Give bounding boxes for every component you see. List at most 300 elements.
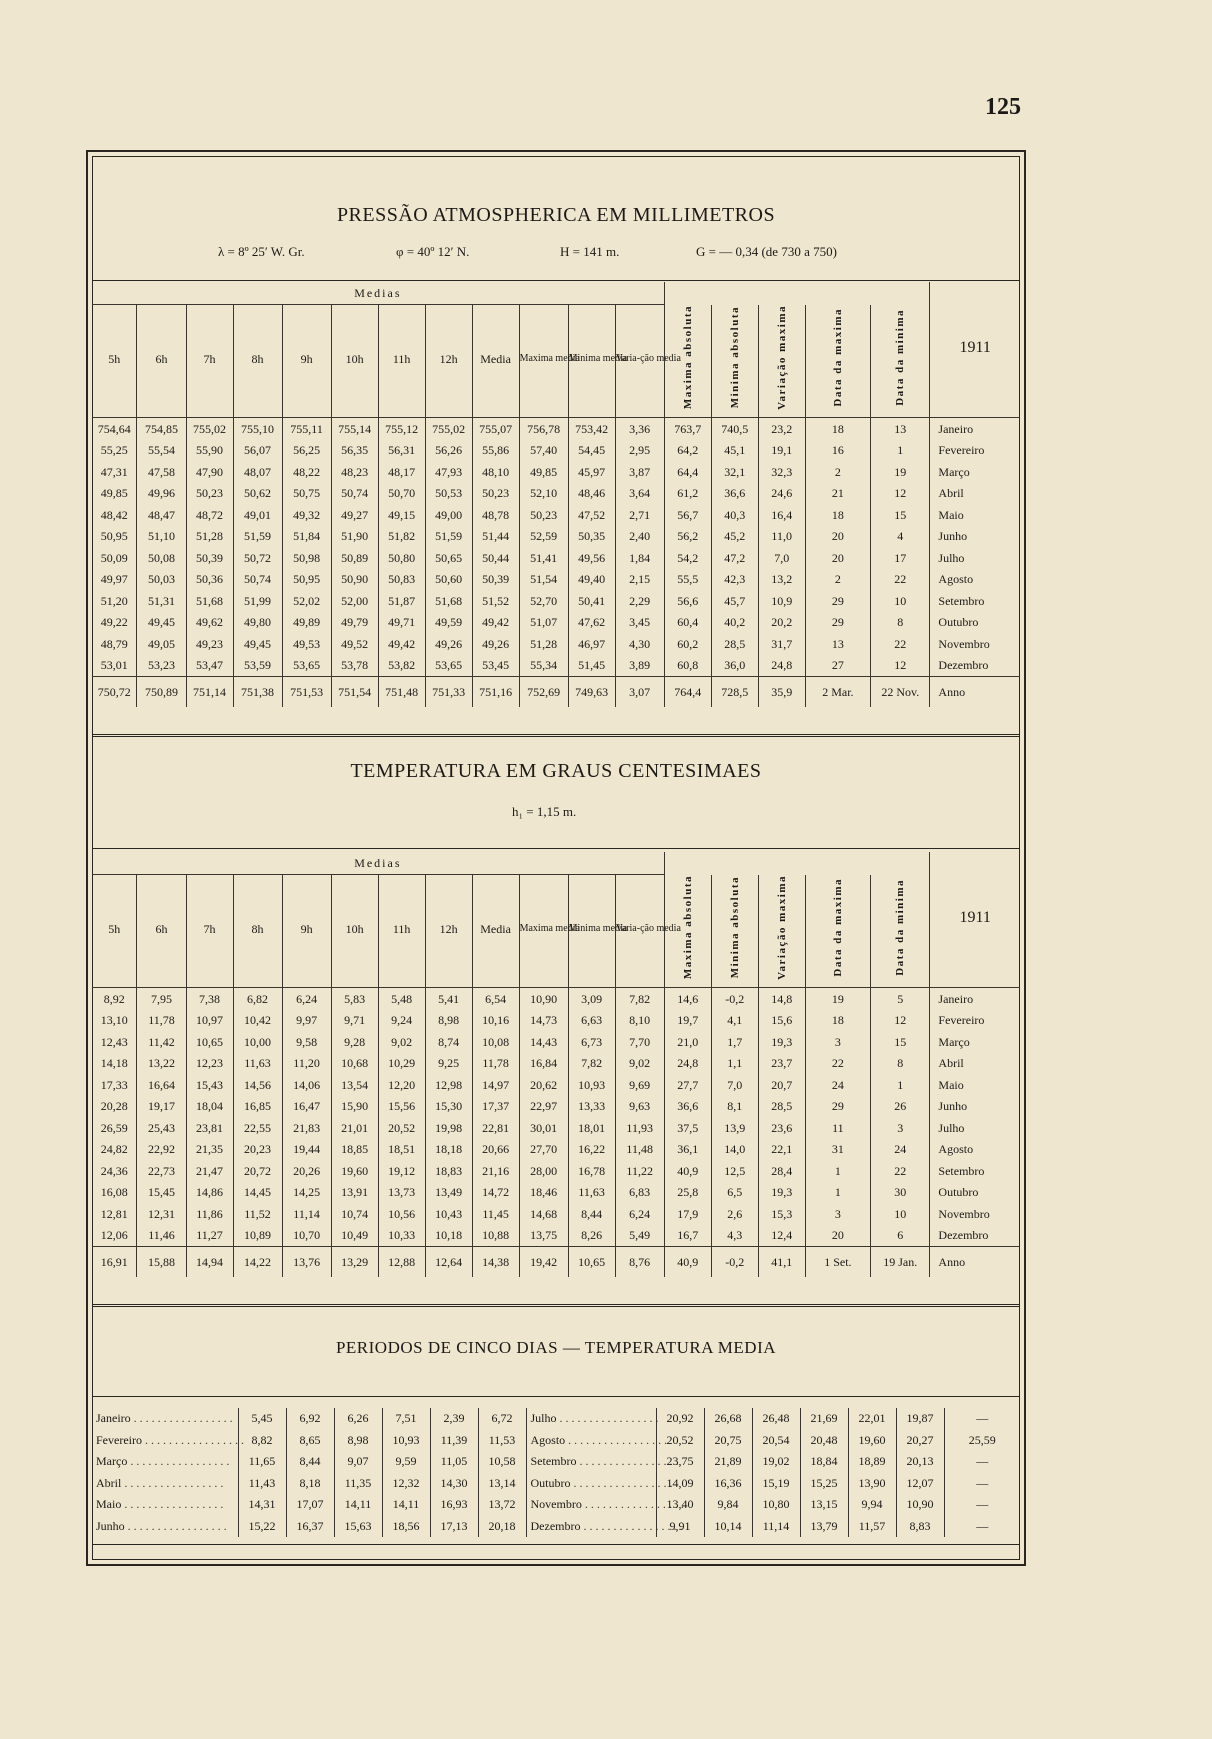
pressure-col-header: 11h [378,305,425,414]
pressure-value-cell: 50,09 [100,550,128,565]
temperature-value-cell: 24,82 [100,1142,128,1157]
temperature-col-header: Variação maxima [758,875,805,984]
pressure-value-cell: 49,15 [378,504,425,526]
pressure-value-cell: 50,08 [137,547,186,569]
pressure-header-blank [664,282,930,305]
pressure-value-cell: 49,56 [568,547,615,569]
temperature-value-cell: 10,16 [472,1010,519,1032]
pressure-annual-cell: 3,07 [615,677,664,708]
temperature-col-header: Media [472,875,519,984]
temperature-value-cell: 11,45 [472,1203,519,1225]
pressure-value-cell: 57,40 [519,440,568,462]
pressure-value-cell: 50,90 [331,569,378,591]
pressure-month-cell: Janeiro [930,418,1020,440]
temperature-value-cell: 26 [871,1096,930,1118]
pressure-value-cell: 49,45 [137,612,186,634]
pressure-annual-cell: 35,9 [758,677,805,708]
temperature-value-cell: 9,02 [615,1053,664,1075]
temperature-value-cell: 19,12 [378,1160,425,1182]
pressure-month-cell: Abril [930,483,1020,505]
temperature-value-cell: 16,47 [282,1096,331,1118]
periods-value-cell: 18,84 [800,1451,848,1473]
temperature-value-cell: 4,3 [711,1225,758,1247]
temperature-value-cell: 21,01 [331,1117,378,1139]
pressure-table-row [92,526,1020,548]
pressure-month-cell: Julho [930,547,1020,569]
pressure-value-cell: 50,89 [331,547,378,569]
temperature-annual-cell: 19,42 [519,1247,568,1278]
pressure-value-cell: 56,07 [233,440,282,462]
pressure-value-cell: 13 [871,418,930,440]
pressure-value-cell: 56,35 [331,440,378,462]
temperature-annual-cell: 12,64 [425,1247,472,1278]
pressure-value-cell: 29 [805,612,870,634]
temperature-value-cell: 11,63 [233,1053,282,1075]
temperature-value-cell: 1 [805,1182,870,1204]
periods-value-cell: 13,15 [800,1494,848,1516]
periods-month-label: Outubro [530,1475,571,1490]
pressure-value-cell: 3,64 [615,483,664,505]
pressure-value-cell: 755,12 [378,418,425,440]
pressure-value-cell: 49,85 [519,461,568,483]
temperature-value-cell: 4,1 [711,1010,758,1032]
pressure-param-longitude: λ = 8º 25′ W. Gr. [218,244,305,259]
pressure-value-cell: 13 [805,633,870,655]
pressure-month-cell: Novembro [930,633,1020,655]
temperature-value-cell: 22,55 [233,1117,282,1139]
temperature-value-cell: 11,42 [137,1031,186,1053]
pressure-value-cell: 45,2 [711,526,758,548]
periods-value-cell: 14,11 [334,1494,382,1516]
temperature-value-cell: 24,8 [664,1053,711,1075]
pressure-value-cell: 24,8 [758,655,805,677]
pressure-value-cell: 51,68 [186,590,233,612]
temperature-value-cell: 10,18 [425,1225,472,1247]
temperature-col-header: Varia-ção media [615,875,664,984]
pressure-value-cell: 740,5 [711,418,758,440]
pressure-value-cell: 48,79 [100,636,128,651]
periods-value-cell: 14,30 [430,1473,478,1495]
temperature-value-cell: 15,3 [758,1203,805,1225]
pressure-annual-cell: 728,5 [711,677,758,708]
periods-month-label: Setembro [530,1454,577,1469]
pressure-value-cell: 50,41 [568,590,615,612]
temperature-value-cell: 8,26 [568,1225,615,1247]
pressure-value-cell: 50,60 [425,569,472,591]
temperature-value-cell: 14,06 [282,1074,331,1096]
periods-value-cell: 8,98 [334,1430,382,1452]
temperature-value-cell: 17,37 [472,1096,519,1118]
pressure-value-cell: 48,23 [331,461,378,483]
pressure-value-cell: 53,65 [282,655,331,677]
pressure-value-cell: 756,78 [519,418,568,440]
pressure-value-cell: 54,45 [568,440,615,462]
temperature-table-row [92,988,1020,1010]
temperature-value-cell: 24,36 [100,1163,128,1178]
periods-month-label: Janeiro [96,1411,131,1426]
pressure-value-cell: 49,42 [472,612,519,634]
pressure-value-cell: 53,65 [425,655,472,677]
temperature-value-cell: 19,3 [758,1182,805,1204]
periods-value-cell: 25,59 [944,1430,1020,1452]
temperature-param-height: h₁ = 1,15 m. [512,804,577,819]
temperature-col-header: 8h [233,875,282,984]
periods-value-cell: 11,14 [752,1516,800,1538]
temperature-annual-cell: 41,1 [758,1247,805,1278]
temperature-value-cell: 9,69 [615,1074,664,1096]
page-number: 125 [985,94,1021,120]
pressure-value-cell: 64,2 [664,440,711,462]
periods-table-row [92,1473,1020,1495]
pressure-value-cell: 50,95 [100,529,128,544]
temperature-value-cell: 11,63 [568,1182,615,1204]
temperature-col-header: 9h [282,875,331,984]
temperature-value-cell: 22,81 [472,1117,519,1139]
temperature-table [92,852,1020,1277]
temperature-value-cell: 16,85 [233,1096,282,1118]
pressure-value-cell: 42,3 [711,569,758,591]
periods-value-cell: 8,18 [286,1473,334,1495]
pressure-value-cell: 53,45 [472,655,519,677]
temperature-value-cell: 13,33 [568,1096,615,1118]
periods-value-cell: 20,92 [656,1408,704,1430]
temperature-value-cell: 27,70 [519,1139,568,1161]
pressure-table-row [92,547,1020,569]
pressure-value-cell: 763,7 [664,418,711,440]
temperature-value-cell: 15 [871,1031,930,1053]
pressure-value-cell: 10 [871,590,930,612]
temperature-value-cell: 17,33 [100,1077,128,1092]
pressure-value-cell: 2,71 [615,504,664,526]
periods-value-cell: 9,59 [382,1451,430,1473]
pressure-value-cell: 49,96 [137,483,186,505]
pressure-value-cell: 15 [871,504,930,526]
temperature-value-cell: 10,29 [378,1053,425,1075]
temperature-value-cell: 5 [871,988,930,1010]
pressure-value-cell: 29 [805,590,870,612]
pressure-value-cell: 18 [805,504,870,526]
pressure-value-cell: 47,93 [425,461,472,483]
temperature-value-cell: 14,0 [711,1139,758,1161]
pressure-value-cell: 755,11 [282,418,331,440]
temperature-value-cell: 10,43 [425,1203,472,1225]
temperature-value-cell: 21,35 [186,1139,233,1161]
temperature-value-cell: 10,74 [331,1203,378,1225]
pressure-value-cell: 12 [871,655,930,677]
periods-month-label: Março [96,1454,128,1469]
pressure-value-cell: 55,90 [186,440,233,462]
pressure-value-cell: 48,22 [282,461,331,483]
temperature-month-cell: Fevereiro [930,1010,1020,1032]
temperature-col-header: 5h [108,921,121,936]
pressure-value-cell: 49,62 [186,612,233,634]
periods-value-cell: 12,07 [896,1473,944,1495]
pressure-value-cell: 48,07 [233,461,282,483]
periods-value-cell: 10,90 [896,1494,944,1516]
temperature-value-cell: 5,41 [425,988,472,1010]
pressure-value-cell: 50,62 [233,483,282,505]
temperature-value-cell: 10,42 [233,1010,282,1032]
pressure-value-cell: 50,44 [472,547,519,569]
temperature-value-cell: 28,5 [758,1096,805,1118]
periods-value-cell: 15,19 [752,1473,800,1495]
periods-value-cell: 20,13 [896,1451,944,1473]
temperature-value-cell: 17,9 [664,1203,711,1225]
pressure-col-header: Maxima absoluta [664,305,711,414]
pressure-value-cell: 49,27 [331,504,378,526]
temperature-annual-cell: 1 Set. [805,1247,870,1278]
pressure-value-cell: 49,59 [425,612,472,634]
periods-value-cell: 9,84 [704,1494,752,1516]
temperature-value-cell: 14,97 [472,1074,519,1096]
pressure-medias-label: Medias [92,282,664,305]
temperature-value-cell: 14,86 [186,1182,233,1204]
temperature-value-cell: 13,49 [425,1182,472,1204]
periods-value-cell: — [944,1494,1020,1516]
periods-value-cell: 20,18 [478,1516,526,1538]
pressure-value-cell: 17 [871,547,930,569]
temperature-value-cell: 20 [805,1225,870,1247]
pressure-value-cell: 53,47 [186,655,233,677]
temperature-table-row [92,1203,1020,1225]
temperature-value-cell: 11,48 [615,1139,664,1161]
periods-value-cell: 21,89 [704,1451,752,1473]
periods-value-cell: 13,72 [478,1494,526,1516]
temperature-table-row [92,1139,1020,1161]
periods-value-cell: 23,75 [656,1451,704,1473]
temperature-value-cell: 18,04 [186,1096,233,1118]
temperature-month-cell: Novembro [930,1203,1020,1225]
temperature-value-cell: 10,93 [568,1074,615,1096]
pressure-value-cell: 60,2 [664,633,711,655]
temperature-col-header: Maxima media [519,875,568,984]
temperature-value-cell: 19,17 [137,1096,186,1118]
periods-value-cell: 11,65 [238,1451,286,1473]
temperature-table-row [92,1010,1020,1032]
pressure-value-cell: 47,58 [137,461,186,483]
pressure-value-cell: 2 [805,461,870,483]
pressure-value-cell: 56,7 [664,504,711,526]
pressure-value-cell: 49,89 [282,612,331,634]
temperature-value-cell: 13,10 [100,1013,128,1028]
pressure-value-cell: 51,07 [519,612,568,634]
temperature-header-blank [664,852,930,875]
periods-value-cell: 20,75 [704,1430,752,1452]
pressure-value-cell: 56,25 [282,440,331,462]
temperature-value-cell: 10,97 [186,1010,233,1032]
pressure-value-cell: 31,7 [758,633,805,655]
pressure-value-cell: 19 [871,461,930,483]
pressure-col-header: Varia-ção media [615,305,664,414]
temperature-value-cell: 1 [805,1160,870,1182]
pressure-value-cell: 22 [871,633,930,655]
pressure-value-cell: 36,6 [711,483,758,505]
pressure-value-cell: 49,52 [331,633,378,655]
periods-value-cell: — [944,1473,1020,1495]
periods-value-cell: 9,07 [334,1451,382,1473]
pressure-value-cell: 754,85 [137,418,186,440]
pressure-annual-cell: 749,63 [568,677,615,708]
temperature-value-cell: 1,1 [711,1053,758,1075]
pressure-table-row [92,633,1020,655]
pressure-value-cell: 49,01 [233,504,282,526]
pressure-value-cell: 48,47 [137,504,186,526]
periods-value-cell: 14,31 [238,1494,286,1516]
pressure-annual-row [92,677,1020,708]
temperature-value-cell: 10 [871,1203,930,1225]
pressure-value-cell: 49,71 [378,612,425,634]
temperature-table-row [92,1117,1020,1139]
periods-value-cell: 10,93 [382,1430,430,1452]
pressure-value-cell: 21 [805,483,870,505]
temperature-value-cell: 28,00 [519,1160,568,1182]
pressure-value-cell: 50,95 [282,569,331,591]
periods-value-cell: 10,14 [704,1516,752,1538]
periods-value-cell: 8,44 [286,1451,334,1473]
temperature-value-cell: 6,82 [233,988,282,1010]
pressure-annual-cell: 22 Nov. [871,677,930,708]
periods-value-cell: 13,14 [478,1473,526,1495]
temperature-month-cell: Setembro [930,1160,1020,1182]
pressure-value-cell: 13,2 [758,569,805,591]
pressure-value-cell: 45,7 [711,590,758,612]
temperature-value-cell: 18,01 [568,1117,615,1139]
temperature-table-row [92,1182,1020,1204]
temperature-table-row [92,1031,1020,1053]
periods-title: PERIODOS DE CINCO DIAS — TEMPERATURA MEDIA [335,1338,777,1357]
pressure-value-cell: 55,54 [137,440,186,462]
periods-value-cell: 22,01 [848,1408,896,1430]
periods-value-cell: 13,79 [800,1516,848,1538]
pressure-value-cell: 2,15 [615,569,664,591]
temperature-col-header: Minima absoluta [711,875,758,984]
temperature-value-cell: 10,56 [378,1203,425,1225]
temperature-value-cell: 9,28 [331,1031,378,1053]
pressure-table-row [92,461,1020,483]
pressure-value-cell: 52,00 [331,590,378,612]
pressure-month-cell: Dezembro [930,655,1020,677]
pressure-value-cell: 20 [805,547,870,569]
pressure-value-cell: 24,6 [758,483,805,505]
temperature-value-cell: 10,70 [282,1225,331,1247]
temperature-value-cell: 7,95 [137,988,186,1010]
pressure-month-cell: Setembro [930,590,1020,612]
pressure-value-cell: 3,45 [615,612,664,634]
temperature-month-cell: Março [930,1031,1020,1053]
periods-table-row [92,1408,1020,1430]
pressure-value-cell: 45,97 [568,461,615,483]
temperature-value-cell: 10,88 [472,1225,519,1247]
temperature-value-cell: 14,6 [664,988,711,1010]
temperature-value-cell: 16,78 [568,1160,615,1182]
temperature-value-cell: 12,43 [100,1034,128,1049]
pressure-value-cell: 47,62 [568,612,615,634]
periods-value-cell: 17,07 [286,1494,334,1516]
pressure-value-cell: 28,5 [711,633,758,655]
temperature-value-cell: 6,5 [711,1182,758,1204]
temperature-value-cell: 30 [871,1182,930,1204]
pressure-value-cell: 2,40 [615,526,664,548]
pressure-value-cell: 51,82 [378,526,425,548]
pressure-table-row [92,590,1020,612]
temperature-value-cell: 12,4 [758,1225,805,1247]
periods-value-cell: 11,39 [430,1430,478,1452]
temperature-col-header: 11h [378,875,425,984]
temperature-value-cell: 12,23 [186,1053,233,1075]
temperature-value-cell: 22,73 [137,1160,186,1182]
temperature-value-cell: 22,1 [758,1139,805,1161]
temperature-value-cell: 11,46 [137,1225,186,1247]
temperature-value-cell: 9,25 [425,1053,472,1075]
periods-table-row [92,1494,1020,1516]
temperature-col-header: 6h [137,875,186,984]
periods-month-label: Fevereiro [96,1432,142,1447]
pressure-value-cell: 55,86 [472,440,519,462]
temperature-value-cell: 20,7 [758,1074,805,1096]
temperature-annual-cell: 14,22 [233,1247,282,1278]
temperature-col-header: 10h [331,875,378,984]
temperature-table-row [92,1074,1020,1096]
pressure-value-cell: 20,2 [758,612,805,634]
temperature-value-cell: 24 [805,1074,870,1096]
temperature-value-cell: 10,68 [331,1053,378,1075]
pressure-value-cell: 50,74 [233,569,282,591]
temperature-value-cell: -0,2 [711,988,758,1010]
temperature-month-cell: Janeiro [930,988,1020,1010]
temperature-col-header: 7h [186,875,233,984]
pressure-value-cell: 19,1 [758,440,805,462]
periods-month-label: Abril [96,1475,122,1490]
pressure-value-cell: 4,30 [615,633,664,655]
pressure-year: 1911 [930,282,1020,413]
periods-value-cell: 19,02 [752,1451,800,1473]
pressure-value-cell: 50,39 [472,569,519,591]
temperature-annual-cell: 14,38 [472,1247,519,1278]
temperature-value-cell: 15,90 [331,1096,378,1118]
pressure-value-cell: 50,80 [378,547,425,569]
pressure-value-cell: 49,85 [100,486,128,501]
pressure-title: PRESSÃO ATMOSPHERICA EM MILLIMETROS [336,204,776,226]
temperature-month-cell: Abril [930,1053,1020,1075]
periods-month-label: Agosto [530,1432,566,1447]
temperature-value-cell: 8 [871,1053,930,1075]
periods-value-cell: 10,58 [478,1451,526,1473]
pressure-value-cell: 18 [805,418,870,440]
periods-value-cell: 18,56 [382,1516,430,1538]
pressure-value-cell: 56,6 [664,590,711,612]
temperature-value-cell: 15,45 [137,1182,186,1204]
pressure-value-cell: 10,9 [758,590,805,612]
pressure-month-cell: Outubro [930,612,1020,634]
pressure-value-cell: 1,84 [615,547,664,569]
periods-month-label: Julho [530,1411,557,1426]
pressure-value-cell: 48,72 [186,504,233,526]
pressure-value-cell: 53,23 [137,655,186,677]
temperature-value-cell: 2,6 [711,1203,758,1225]
temperature-value-cell: 10,90 [519,988,568,1010]
pressure-annual-cell: 751,33 [425,677,472,708]
temperature-month-cell: Agosto [930,1139,1020,1161]
temperature-value-cell: 14,68 [519,1203,568,1225]
pressure-value-cell: 48,42 [100,507,128,522]
temperature-value-cell: 6,24 [615,1203,664,1225]
temperature-annual-cell: -0,2 [711,1247,758,1278]
periods-value-cell: 26,48 [752,1408,800,1430]
pressure-value-cell: 50,70 [378,483,425,505]
pressure-value-cell: 2 [805,569,870,591]
temperature-value-cell: 31 [805,1139,870,1161]
pressure-value-cell: 49,05 [137,633,186,655]
